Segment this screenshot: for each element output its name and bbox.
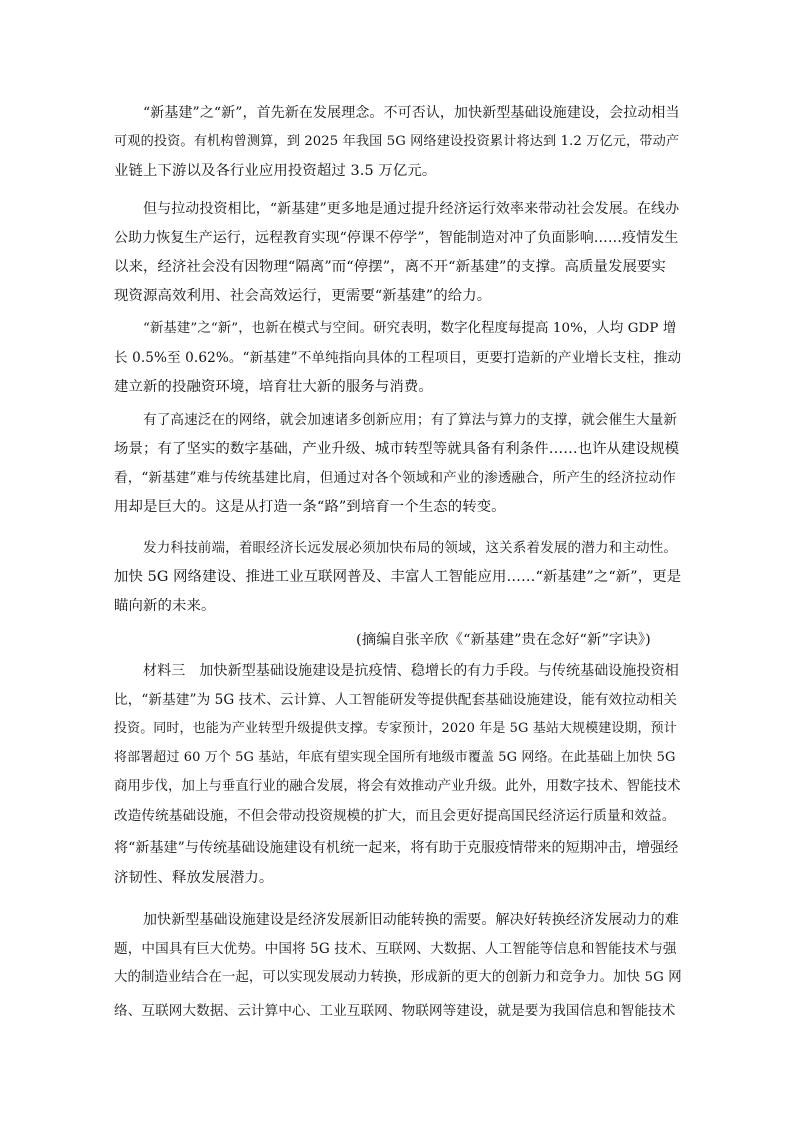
paragraph-line: “新基建”之“新”，首先新在发展理念。不可否认，加快新型基础设施建设，会拉动相当 bbox=[143, 105, 680, 121]
paragraph-line: 以来，经济社会没有因物理“隔离”而“停摆”，离不开“新基建”的支撑。高质量发展要实 bbox=[114, 259, 666, 275]
paragraph-line: 加快新型基础设施建设是经济发展新旧动能转换的需要。解决好转换经济发展动力的难 bbox=[143, 912, 679, 928]
paragraph-line: 材料三 加快新型基础设施建设是抗疫情、稳增长的有力手段。与传统基础设施投资相 bbox=[143, 663, 679, 679]
paragraph-line: 业链上下游以及各行业应用投资超过 3.5 万亿元。 bbox=[114, 163, 437, 179]
paragraph-line: 题，中国具有巨大优势。中国将 5G 技术、互联网、大数据、人工智能等信息和智能技术与强 bbox=[114, 941, 677, 957]
paragraph-line: 场景；有了坚实的数字基础，产业升级、城市转型等就具备有利条件……也许从建设规模 bbox=[114, 441, 680, 457]
paragraph-line: 大的制造业结合在一起，可以实现发展动力转换，形成新的更大的创新力和竞争力。加快 5G 网 bbox=[114, 970, 682, 985]
paragraph-line: 改造传统基础设施，不但会带动投资规模的扩大，而且会更好提高国民经济运行质量和效益。 bbox=[114, 808, 676, 824]
paragraph-line: 将部署超过 60 万个 5G 基站，年底有望实现全国所有地级市覆盖 5G 网络。在此基础上加快 5G bbox=[114, 750, 676, 765]
paragraph-line: 将“新基建”与传统基础设施建设有机统一起来，将有助于克服疫情带来的短期冲击，增强经 bbox=[114, 840, 679, 856]
paragraph-line: 长 0.5%至 0.62%。“新基建”不单纯指向具体的工程项目，更要打造新的产业增长支柱，推动 bbox=[114, 350, 682, 366]
source-citation: (摘编自张辛欣《“新基建”贵在念好“新”字诀》) bbox=[356, 632, 651, 648]
paragraph-line: 投资。同时，也能为产业转型升级提供支撑。专家预计，2020 年是 5G 基站大规模建设期，预计 bbox=[114, 721, 677, 736]
paragraph-line: 发力科技前端，着眼经济长远发展必须加快布局的领域，这关系着发展的潜力和主动性。 bbox=[143, 540, 678, 556]
paragraph-line: 建立新的投融资环境，培育壮大新的服务与消费。 bbox=[114, 379, 433, 395]
paragraph-line: 公助力恢复生产运行，远程教育实现“停课不停学”，智能制造对冲了负面影响……疫情发生 bbox=[114, 230, 679, 246]
paragraph-line: 看，“新基建”难与传统基建比肩，但通过对各个领域和产业的渗透融合，所产生的经济拉动作 bbox=[114, 470, 676, 486]
paragraph-line: 济韧性、释放发展潜力。 bbox=[114, 870, 274, 886]
paragraph-line: “新基建”之“新”，也新在模式与空间。研究表明，数字化程度每提高 10%，人均 GDP 增 bbox=[143, 321, 677, 336]
paragraph-line: 商用步伐，加上与垂直行业的融合发展，将会有效推动产业升级。此外，用数字技术、智能技术 bbox=[114, 779, 681, 794]
paragraph-line: 但与拉动投资相比，“新基建”更多地是通过提升经济运行效率来带动社会发展。在线办 bbox=[143, 201, 680, 217]
paragraph-line: 现资源高效利用、社会高效运行，更需要“新基建”的给力。 bbox=[114, 288, 492, 304]
paragraph-line: 络、互联网大数据、云计算中心、工业互联网、物联网等建设，就是要为我国信息和智能技术 bbox=[114, 1003, 676, 1019]
paragraph-line: 比，“新基建”为 5G 技术、云计算、人工智能研发等提供配套基础设施建设，能有效拉动相关 bbox=[114, 692, 678, 708]
paragraph-line: 可观的投资。有机构曾测算，到 2025 年我国 5G 网络建设投资累计将达到 1.2 万亿元，带动产 bbox=[114, 134, 680, 149]
paragraph-line: 瞄向新的未来。 bbox=[114, 598, 216, 614]
paragraph-line: 加快 5G 网络建设、推进工业互联网普及、丰富人工智能应用……“新基建”之“新”，更是 bbox=[114, 569, 682, 585]
paragraph-line: 用却是巨大的。这是从打造一条“路”到培育一个生态的转变。 bbox=[114, 499, 506, 515]
paragraph-line: 有了高速泛在的网络，就会加速诸多创新应用；有了算法与算力的支撑，就会催生大量新 bbox=[143, 412, 678, 428]
